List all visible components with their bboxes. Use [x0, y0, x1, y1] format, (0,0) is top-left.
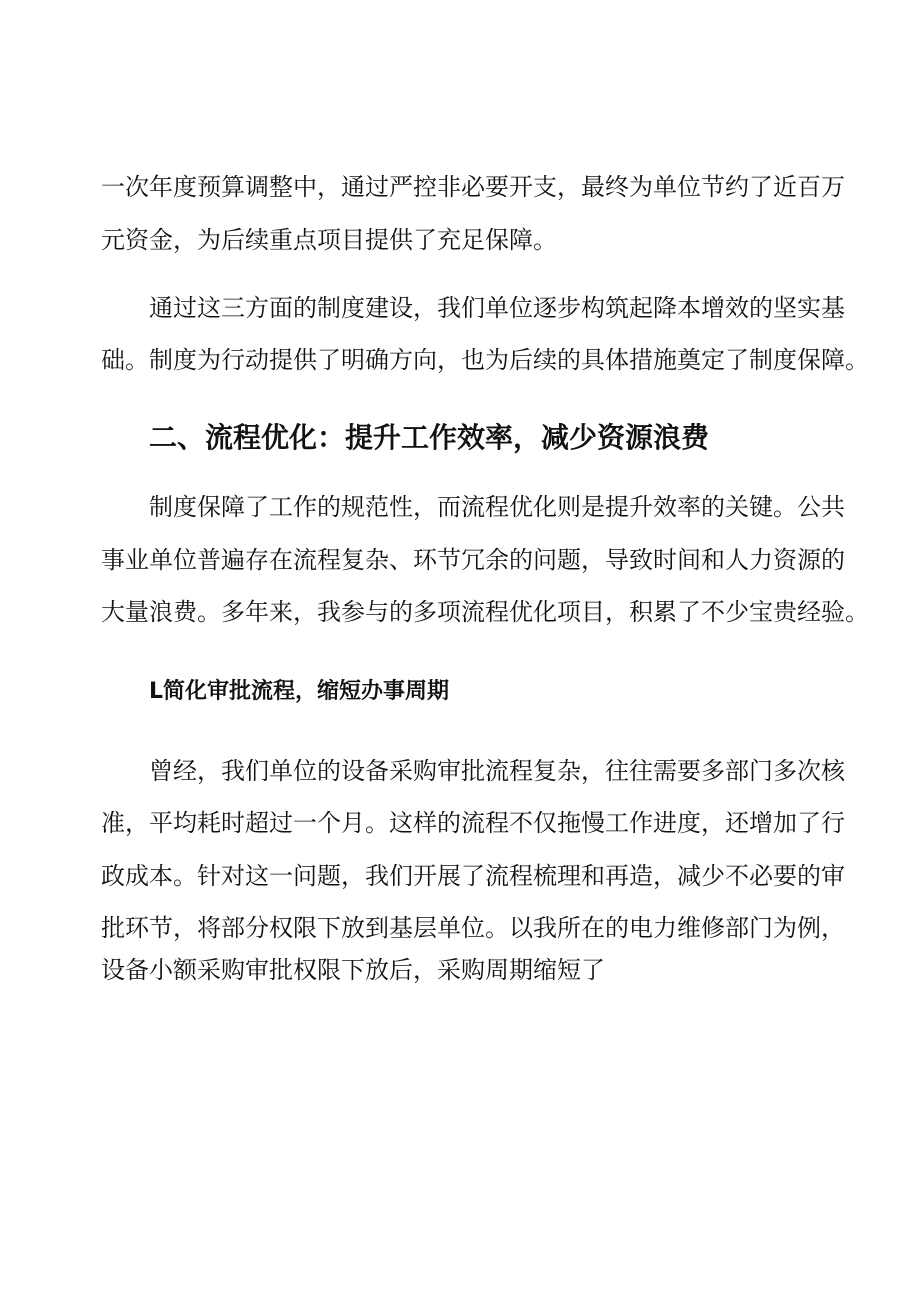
paragraph-line: 制度保障了工作的规范性，而流程优化则是提升效率的关键。公共: [149, 493, 845, 521]
paragraph-line: 批环节，将部分权限下放到基层单位。以我所在的电力维修部门为例，: [101, 914, 845, 942]
paragraph-line: 政成本。针对这一问题，我们开展了流程梳理和再造，减少不必要的审: [101, 862, 845, 890]
paragraph-line: 事业单位普遍存在流程复杂、环节冗余的问题，导致时间和人力资源的: [101, 546, 845, 574]
paragraph-line: 一次年度预算调整中，通过严控非必要开支，最终为单位节约了近百万: [101, 173, 845, 201]
subsection-heading: L简化审批流程，缩短办事周期: [149, 679, 450, 704]
paragraph-line: 准，平均耗时超过一个月。这样的流程不仅拖慢工作进度，还增加了行: [101, 809, 845, 837]
paragraph-line: 通过这三方面的制度建设，我们单位逐步构筑起降本增效的坚实基: [149, 294, 845, 322]
paragraph-line: 础。制度为行动提供了明确方向，也为后续的具体措施奠定了制度保障。: [101, 346, 869, 374]
section-heading: 二、流程优化：提升工作效率，减少资源浪费: [149, 421, 710, 454]
paragraph-line: 元资金，为后续重点项目提供了充足保障。: [101, 226, 557, 254]
paragraph-line: 大量浪费。多年来，我参与的多项流程优化项目，积累了不少宝贵经验。: [101, 598, 869, 626]
paragraph-line: 设备小额采购审批权限下放后，采购周期缩短了: [101, 956, 605, 984]
paragraph-line: 曾经，我们单位的设备采购审批流程复杂，往往需要多部门多次核: [149, 757, 845, 785]
